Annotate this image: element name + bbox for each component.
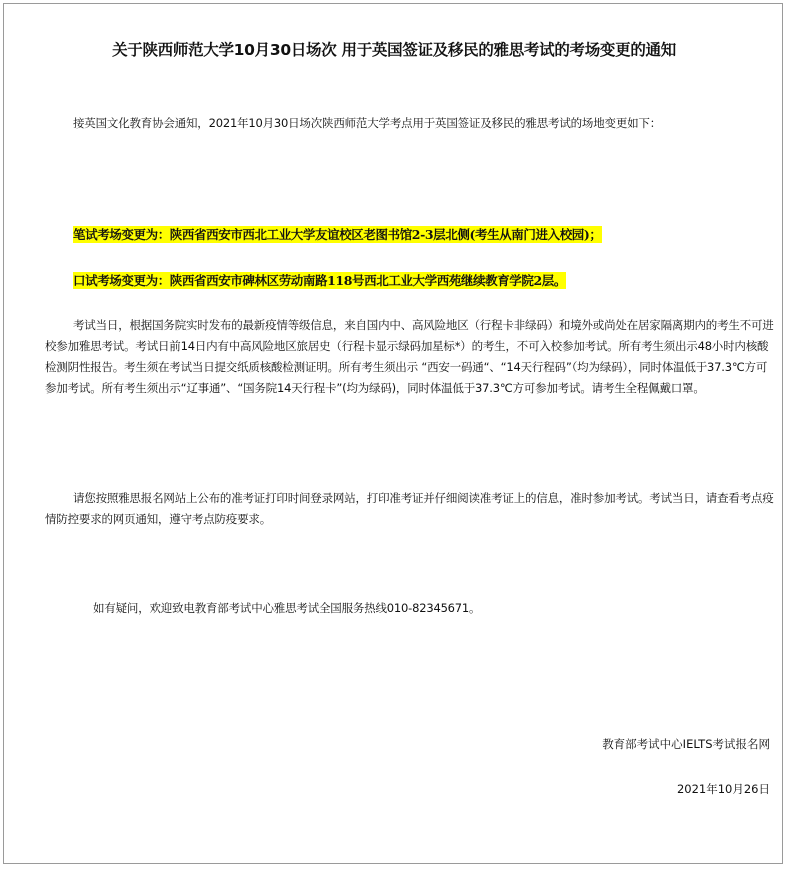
written-exam-venue-change xyxy=(73,225,602,243)
notice-title: 关于陕西师范大学10月30日场次 用于英国签证及移民的雅思考试的考场变更的通知 xyxy=(112,41,676,59)
oral-exam-venue-change xyxy=(73,271,566,289)
oral-exam-venue-text: 口试考场变更为：陕西省西安市碑林区劳动南路118号西北工业大学西苑继续教育学院2层。 xyxy=(73,273,566,288)
contact-paragraph: 如有疑问，欢迎致电教育部考试中心雅思考试全国服务热线010-82345671。 xyxy=(93,601,481,615)
intro-paragraph: 接英国文化教育协会通知，2021年10月30日场次陕西师范大学考点用于英国签证及移民的雅思考试的场地变更如下： xyxy=(73,116,662,130)
health-requirements-paragraph: 考试当日，根据国务院实时发布的最新疫情等级信息，来自国内中、高风险地区（行程卡非绿码）和境外或尚处在居家隔离期内的考生不可进校参加雅思考试。考试日前14日内有中高风险地区旅居史（行程卡显示绿码加星标*）的考生，不可入校参加考试。所有考生须出示48小时内核酸检测阴性报告。考生须在考试当日提交纸质核酸检测证明。所有考生须出示 “西安一码通“、“14天行程码”（均为绿码），同时体温低于37.3℃方可参加考试。所有考生须出示“辽事通”、“国务院14天行程卡”(均为绿码)，同时体温低于37.3℃方可参加考试。请考生全程佩戴口罩。 xyxy=(45,318,774,395)
admission-ticket-paragraph: 请您按照雅思报名网站上公布的准考证打印时间登录网站，打印准考证并仔细阅读准考证上的信息，准时参加考试。考试当日，请查看考点疫情防控要求的网页通知，遵守考点防疫要求。 xyxy=(45,491,774,526)
signature: 教育部考试中心IELTS考试报名网 xyxy=(602,737,770,751)
written-exam-venue-text: 笔试考场变更为：陕西省西安市西北工业大学友谊校区老图书馆2-3层北侧(考生从南门进入校园)； xyxy=(73,227,602,242)
notice-date: 2021年10月26日 xyxy=(676,782,770,796)
